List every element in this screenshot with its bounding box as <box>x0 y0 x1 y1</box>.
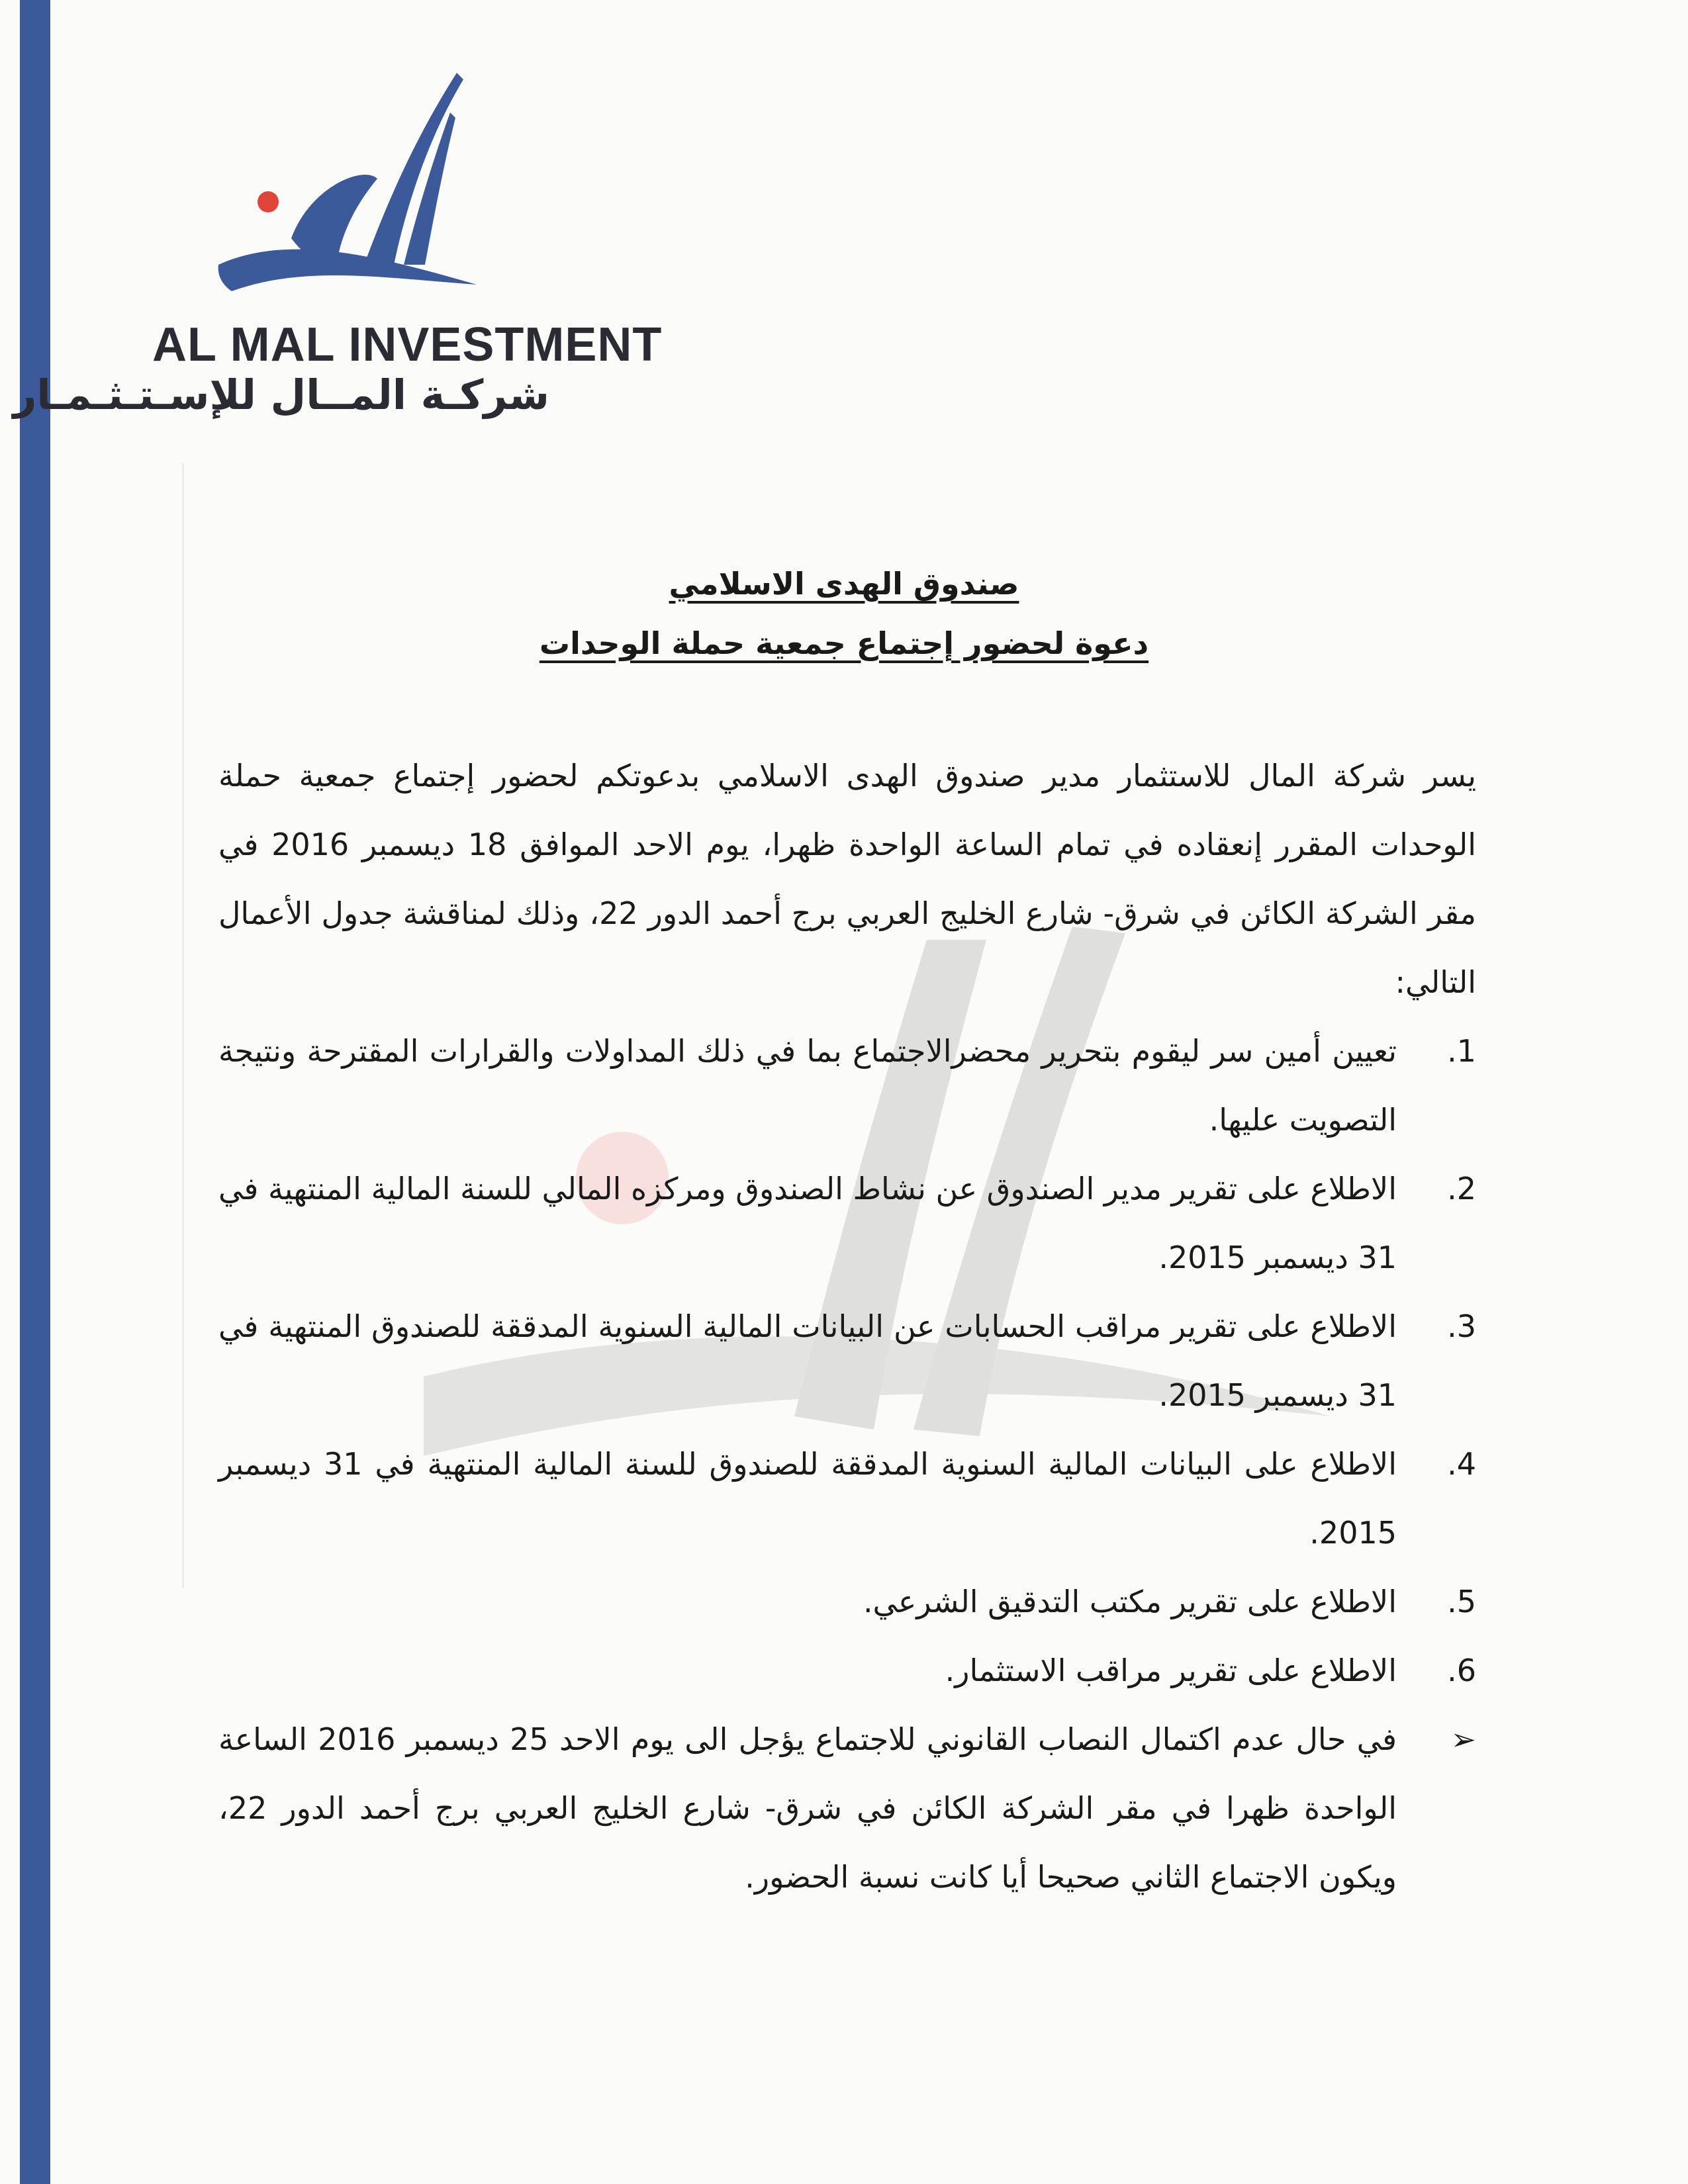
agenda-item <box>218 1430 1476 1567</box>
agenda-list <box>218 1017 1476 1705</box>
adjournment-note <box>218 1705 1476 1911</box>
agenda-item-text: الاطلاع على تقرير مكتب التدقيق الشرعي. <box>863 1584 1397 1619</box>
logo-stroke-1 <box>291 175 377 262</box>
al-mal-logo-mark <box>212 66 490 318</box>
intro-paragraph: يسر شركة المال للاستثمار مدير صندوق الهدى الاسلامي بدعوتكم لحضور إجتماع جمعية حملة الوحدات المقرر إنعقاده في تمام الساعة الواحدة ظهرا، يوم الاحد الموافق 18 ديسمبر 2016 في مقر الشركة الكائن في شرق- شارع الخليج العربي برج أحمد الدور 22، وذلك لمناقشة جدول الأعمال التالي: <box>218 758 1476 1000</box>
logo-red-dot <box>258 191 279 212</box>
logo-name-en: AL MAL INVESTMENT <box>152 318 663 371</box>
document-body <box>218 741 1476 1911</box>
left-brand-bar <box>20 0 50 2184</box>
agenda-item-number: 1. <box>1447 1033 1476 1069</box>
agenda-item <box>218 1292 1476 1430</box>
agenda-item <box>218 1017 1476 1154</box>
company-logo <box>13 66 663 419</box>
agenda-item-number: 6. <box>1447 1653 1476 1688</box>
arrow-bullet-icon: ➢ <box>1450 1721 1476 1757</box>
agenda-item-text: تعيين أمين سر ليقوم بتحرير محضرالاجتماع بما في ذلك المداولات والقرارات المقترحة ونتيجة التصويت عليها. <box>218 1033 1397 1138</box>
agenda-item-text: الاطلاع على البيانات المالية السنوية المدققة للصندوق للسنة المالية المنتهية في 31 ديسمبر 2015. <box>218 1446 1397 1551</box>
agenda-item-text: الاطلاع على تقرير مدير الصندوق عن نشاط الصندوق ومركزه المالي للسنة المالية المنتهية في 31 ديسمبر 2015. <box>218 1171 1397 1275</box>
agenda-item-number: 3. <box>1447 1308 1476 1344</box>
agenda-item-text: الاطلاع على تقرير مراقب الحسابات عن البيانات المالية السنوية المدققة للصندوق المنتهية في 31 ديسمبر 2015. <box>218 1308 1397 1413</box>
agenda-item-text: الاطلاع على تقرير مراقب الاستثمار. <box>945 1653 1397 1688</box>
agenda-item-number: 4. <box>1447 1446 1476 1482</box>
adjournment-note-text: في حال عدم اكتمال النصاب القانوني للاجتماع يؤجل الى يوم الاحد 25 ديسمبر 2016 الساعة الواحدة ظهرا في مقر الشركة الكائن في شرق- شارع الخليج العربي برج أحمد الدور 22، ويكون الاجتماع الثاني صحيحا أيا كانت نسبة الحضور. <box>218 1721 1397 1895</box>
agenda-item <box>218 1154 1476 1292</box>
agenda-item <box>218 1567 1476 1636</box>
document-title: صندوق الهدى الاسلامي <box>669 566 1019 602</box>
agenda-item <box>218 1636 1476 1705</box>
agenda-item-number: 2. <box>1447 1171 1476 1206</box>
document-subtitle: دعوة لحضور إجتماع جمعية حملة الوحدات <box>539 625 1149 661</box>
agenda-item-number: 5. <box>1447 1584 1476 1619</box>
margin-rule <box>182 463 184 1588</box>
logo-swoosh <box>218 250 477 291</box>
logo-name-ar: شركـة المــال للإسـتـثـمـار <box>13 371 549 419</box>
